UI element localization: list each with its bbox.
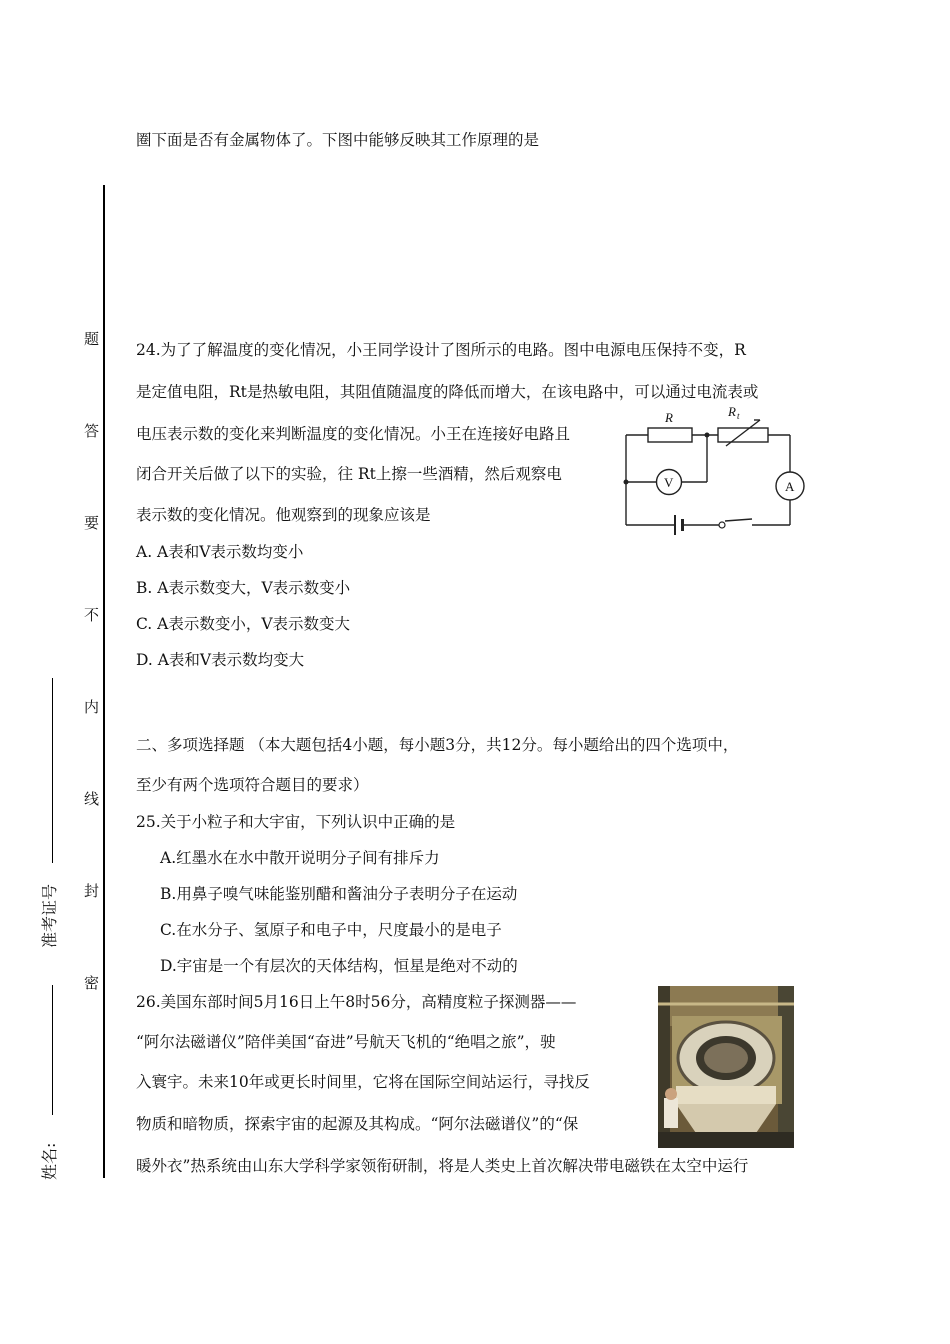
margin-char-yao: 要	[84, 514, 100, 532]
q26-line-4: 物质和暗物质，探索宇宙的起源及其构成。“阿尔法磁谱仪”的“保	[136, 1115, 579, 1133]
spectrometer-photo	[658, 986, 794, 1148]
circuit-diagram	[618, 402, 808, 542]
q26-line-5: 暖外衣”热系统由山东大学科学家领衔研制，将是人类史上首次解决带电磁铁在太空中运行	[136, 1157, 749, 1175]
margin-char-bu: 不	[84, 606, 100, 624]
resistor-r	[648, 428, 692, 442]
margin-char-mi: 密	[84, 974, 100, 992]
q24-line-5: 表示数的变化情况。他观察到的现象应该是	[136, 506, 431, 524]
label-r: R	[665, 410, 673, 425]
q25-option-d: D.宇宙是一个有层次的天体结构，恒星是绝对不动的	[160, 957, 518, 975]
id-label: 准考证号	[40, 883, 59, 948]
section2-title-cont: 至少有两个选项符合题目的要求）	[136, 776, 369, 794]
q24-option-c: C. A表示数变小，V表示数变大	[136, 615, 351, 633]
label-rt-sub: t	[737, 411, 740, 421]
q24-option-d: D. A表和V表示数均变大	[136, 651, 305, 669]
margin-char-xian: 线	[84, 790, 100, 808]
q26-line-3: 入寰宇。未来10年或更长时间里，它将在国际空间站运行，寻找反	[136, 1073, 590, 1091]
margin-char-nei: 内	[84, 698, 100, 716]
name-underline	[52, 985, 53, 1115]
margin-char-feng: 封	[84, 882, 100, 900]
battery-long-plate	[674, 515, 676, 535]
binding-line	[103, 185, 105, 1178]
section2-title: 二、多项选择题 （本大题包括4小题，每小题3分，共12分。每小题给出的四个选项中，	[136, 736, 739, 754]
battery-short-plate	[681, 519, 684, 531]
name-label: 姓名:	[40, 1142, 59, 1180]
q26-line-1: 26.美国东部时间5月16日上午8时56分，高精度粒子探测器——	[136, 993, 577, 1011]
switch-contact	[719, 522, 725, 528]
q24-option-b: B. A表示数变大，V表示数变小	[136, 579, 351, 597]
margin-char-ti: 题	[84, 330, 100, 348]
thermistor-rt	[718, 428, 768, 442]
q25-option-c: C.在水分子、氢原子和电子中，尺度最小的是电子	[160, 921, 502, 939]
label-rt: R	[728, 404, 736, 419]
label-voltmeter: V	[664, 475, 674, 490]
intro-line: 圈下面是否有金属物体了。下图中能够反映其工作原理的是	[136, 131, 540, 149]
q25-stem: 25.关于小粒子和大宇宙，下列认识中正确的是	[136, 813, 456, 831]
q24-line-3: 电压表示数的变化来判断温度的变化情况。小王在连接好电路且	[136, 425, 571, 443]
margin-char-da: 答	[84, 422, 100, 440]
q24-line-4: 闭合开关后做了以下的实验，往 Rt上擦一些酒精，然后观察电	[136, 465, 562, 483]
q24-line-1: 24.为了了解温度的变化情况，小王同学设计了图所示的电路。图中电源电压保持不变，R	[136, 341, 746, 359]
q24-option-a: A. A表和V表示数均变小	[136, 543, 304, 561]
q25-option-b: B.用鼻子嗅气味能鉴别醋和酱油分子表明分子在运动	[160, 885, 518, 903]
q25-option-a: A.红墨水在水中散开说明分子间有排斥力	[160, 849, 440, 867]
q24-line-2: 是定值电阻，Rt是热敏电阻，其阻值随温度的降低而增大，在该电路中，可以通过电流表或	[136, 383, 759, 401]
q26-line-2: “阿尔法磁谱仪”陪伴美国“奋进”号航天飞机的“绝唱之旅”，驶	[136, 1033, 556, 1051]
label-ammeter: A	[785, 479, 795, 494]
id-underline	[52, 678, 53, 863]
